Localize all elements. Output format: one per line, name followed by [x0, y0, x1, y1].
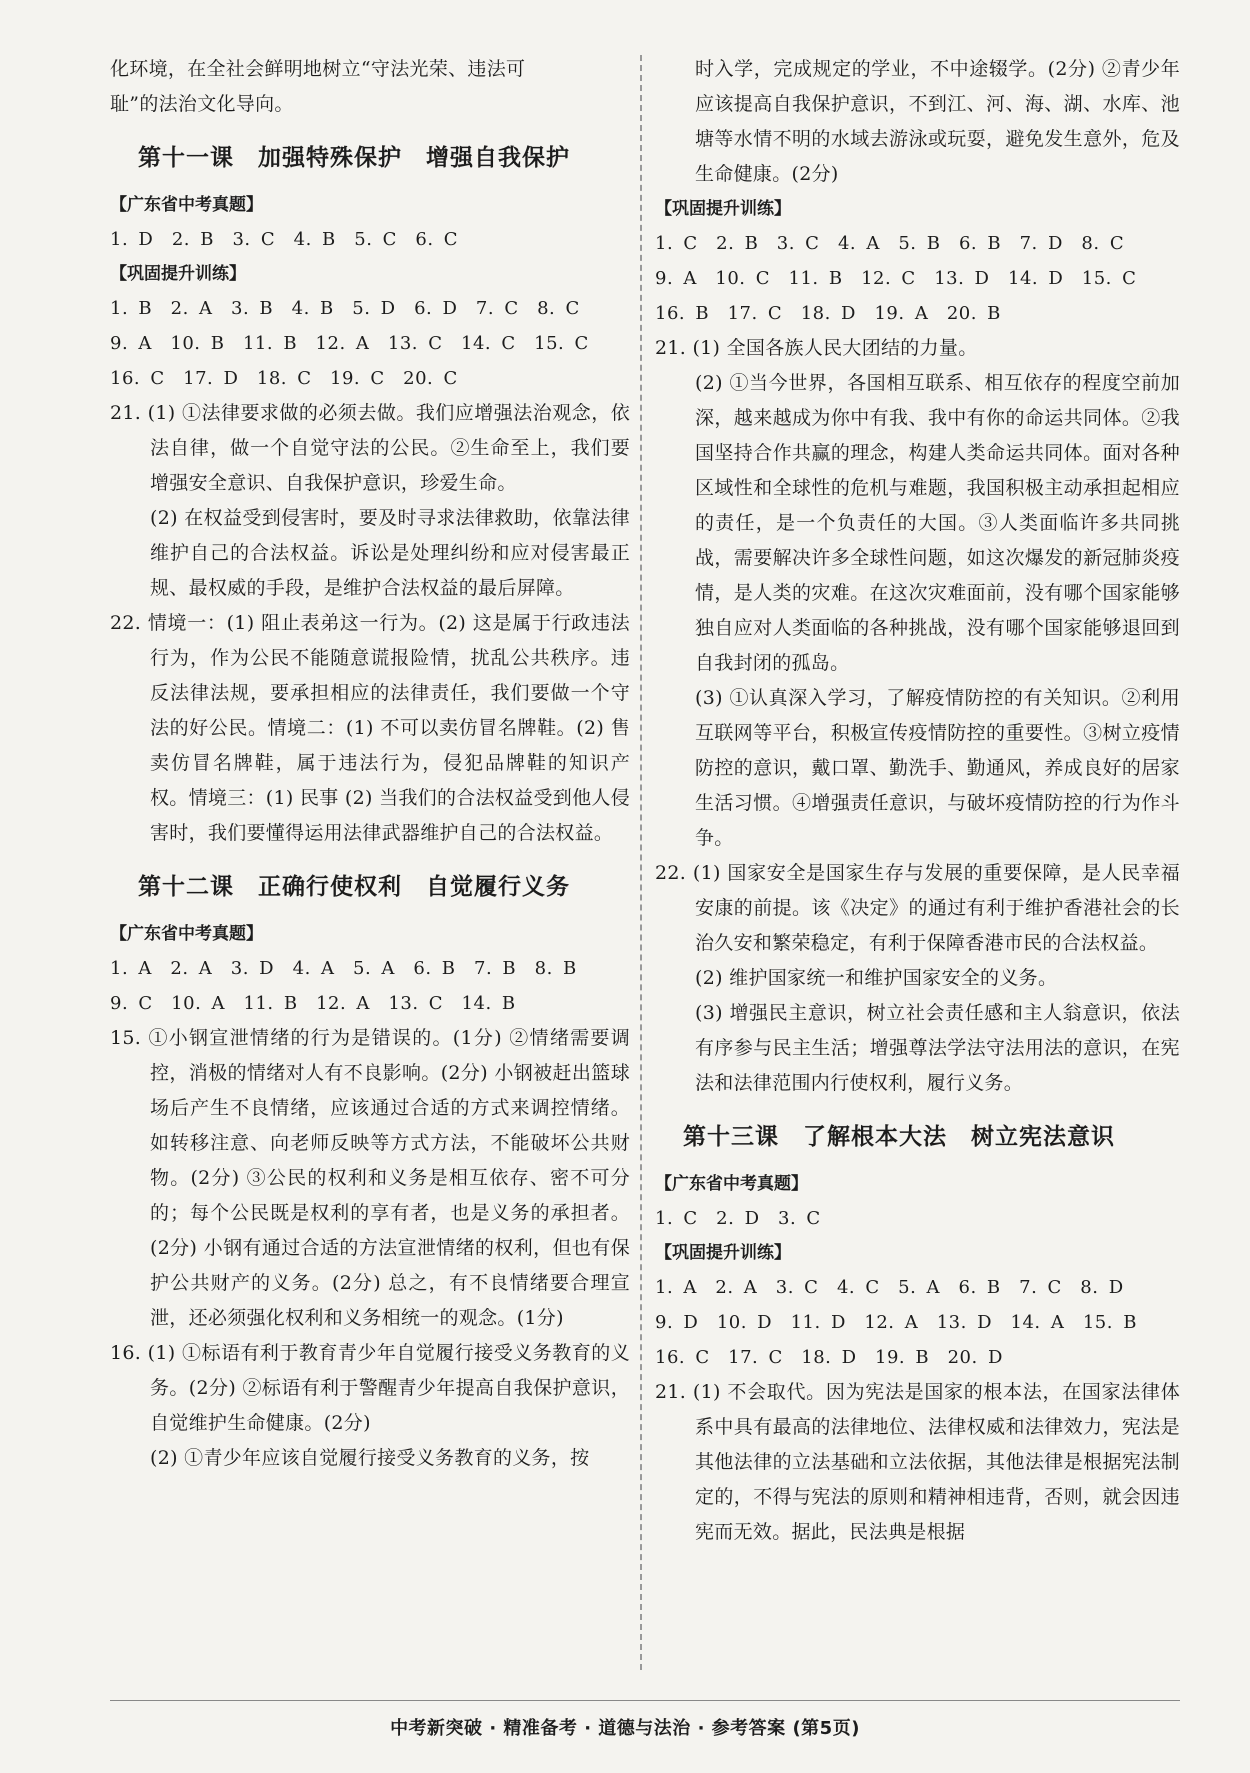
intro-line: 化环境，在全社会鲜明地树立“守法光荣、违法可: [110, 58, 526, 80]
page-footer: 中考新突破 · 精准备考 · 道德与法治 · 参考答案 (第5页): [390, 1718, 860, 1739]
question-21: 21. (1) 不会取代。因为宪法是国家的根本法，在国家法律体系中具有最高的法律地位、法律权威和法律效力，宪法是其他法律的立法基础和立法依据，其他法律是根据宪法制定的，不得与宪法的原则和精神相违背，否则，就会因违宪而无效。据此，民法典是根据: [655, 1381, 1180, 1543]
section-heading: 【广东省中考真题】: [110, 195, 263, 215]
answer-row: 1. C 2. B 3. C 4. A 5. B 6. B 7. D 8. C: [655, 233, 1125, 254]
question-21-part2: (2) ①当今世界，各国相互联系、相互依存的程度空前加深，越来越成为你中有我、我中有你的命运共同体。②我国坚持合作共赢的理念，构建人类命运共同体。面对各种区域性和全球性的危机与难题，我国积极主动承担起相应的责任，是一个负责任的大国。③人类面临许多共同挑战，需要解决许多全球性问题，如这次爆发的新冠肺炎疫情，是人类的灾难。在这次灾难面前，没有哪个国家能够独自应对人类面临的各种挑战，没有哪个国家能够退回到自我封闭的孤岛。: [695, 372, 1180, 674]
answer-row: 1. A 2. A 3. C 4. C 5. A 6. B 7. C 8. D: [655, 1277, 1124, 1298]
section-heading: 【广东省中考真题】: [110, 924, 263, 944]
question-21-part3: (3) ①认真深入学习，了解疫情防控的有关知识。②利用互联网等平台，积极宣传疫情防控的重要性。③树立疫情防控的意识，戴口罩、勤洗手、勤通风，养成良好的居家生活习惯。④增强责任意识，与破坏疫情防控的行为作斗争。: [695, 687, 1180, 849]
question-21-part2: (2) 在权益受到侵害时，要及时寻求法律救助，依靠法律维护自己的合法权益。诉讼是处理纠纷和应对侵害最正规、最权威的手段，是维护合法权益的最后屏障。: [150, 507, 630, 599]
section-heading: 【巩固提升训练】: [655, 199, 791, 219]
answer-row: 9. C 10. A 11. B 12. A 13. C 14. B: [110, 993, 516, 1014]
answer-row: 1. B 2. A 3. B 4. B 5. D 6. D 7. C 8. C: [110, 298, 580, 319]
answer-row: 16. C 17. C 18. D 19. B 20. D: [655, 1347, 1003, 1368]
footer-rule: [110, 1700, 1180, 1701]
answer-row: 16. C 17. D 18. C 19. C 20. C: [110, 368, 458, 389]
answer-row: 16. B 17. C 18. D 19. A 20. B: [655, 303, 1001, 324]
question-22-part2: (2) 维护国家统一和维护国家安全的义务。: [695, 967, 1058, 989]
question-15: 15. ①小钢宣泄情绪的行为是错误的。(1分) ②情绪需要调控，消极的情绪对人有不良影响。(2分) 小钢被赶出篮球场后产生不良情绪，应该通过合适的方式来调控情绪。如转移注意、向老师反映等方式方法，不能破坏公共财物。(2分) ③公民的权利和义务是相互依存、密不可分的；每个公民既是权利的享有者，也是义务的承担者。(2分) 小钢有通过合适的方法宣泄情绪的权利，但也有保护公共财产的义务。(2分) 总之，有不良情绪要合理宣泄，还必须强化权利和义务相统一的观念。(1分): [110, 1027, 630, 1329]
right-column: [655, 52, 1180, 1550]
question-16-continued: 时入学，完成规定的学业，不中途辍学。(2分) ②青少年应该提高自我保护意识，不到江、河、海、湖、水库、池塘等水情不明的水域去游泳或玩耍，避免发生意外，危及生命健康。(2分): [695, 58, 1180, 185]
lesson-11-title: 第十一课 加强特殊保护 增强自我保护: [138, 145, 570, 171]
intro-line: 耻”的法治文化导向。: [110, 93, 294, 115]
question-22: 22. 情境一：(1) 阻止表弟这一行为。(2) 这是属于行政违法行为，作为公民不能随意谎报险情，扰乱公共秩序。违反法律法规，要承担相应的法律责任，我们要做一个守法的好公民。情境二：(1) 不可以卖仿冒名牌鞋。(2) 售卖仿冒名牌鞋，属于违法行为，侵犯品牌鞋的知识产权。情境三：(1) 民事 (2) 当我们的合法权益受到他人侵害时，我们要懂得运用法律武器维护自己的合法权益。: [110, 612, 630, 844]
answer-row: 9. A 10. B 11. B 12. A 13. C 14. C 15. C: [110, 333, 589, 354]
left-column: [110, 52, 630, 1476]
column-divider: [640, 55, 642, 1670]
question-22: 22. (1) 国家安全是国家生存与发展的重要保障，是人民幸福安康的前提。该《决定》的通过有利于维护香港社会的长治久安和繁荣稳定，有利于保障香港市民的合法权益。: [655, 862, 1180, 954]
section-heading: 【巩固提升训练】: [110, 264, 246, 284]
question-16: 16. (1) ①标语有利于教育青少年自觉履行接受义务教育的义务。(2分) ②标语有利于警醒青少年提高自我保护意识，自觉维护生命健康。(2分): [110, 1342, 630, 1434]
answer-row: 1. D 2. B 3. C 4. B 5. C 6. C: [110, 229, 459, 250]
answer-row: 1. A 2. A 3. D 4. A 5. A 6. B 7. B 8. B: [110, 958, 577, 979]
lesson-13-title: 第十三课 了解根本大法 树立宪法意识: [683, 1124, 1115, 1150]
question-21: 21. (1) 全国各族人民大团结的力量。: [655, 337, 978, 359]
question-16-part2: (2) ①青少年应该自觉履行接受义务教育的义务，按: [150, 1447, 590, 1469]
question-22-part3: (3) 增强民主意识，树立社会责任感和主人翁意识，依法有序参与民主生活；增强尊法学法守法用法的意识，在宪法和法律范围内行使权利，履行义务。: [695, 1002, 1180, 1094]
section-heading: 【广东省中考真题】: [655, 1174, 808, 1194]
answer-row: 9. D 10. D 11. D 12. A 13. D 14. A 15. B: [655, 1312, 1137, 1333]
answer-row: 9. A 10. C 11. B 12. C 13. D 14. D 15. C: [655, 268, 1137, 289]
section-heading: 【巩固提升训练】: [655, 1243, 791, 1263]
lesson-12-title: 第十二课 正确行使权利 自觉履行义务: [138, 874, 570, 900]
question-21: 21. (1) ①法律要求做的必须去做。我们应增强法治观念，依法自律，做一个自觉守法的公民。②生命至上，我们要增强安全意识、自我保护意识，珍爱生命。: [110, 402, 630, 494]
answer-row: 1. C 2. D 3. C: [655, 1208, 821, 1229]
